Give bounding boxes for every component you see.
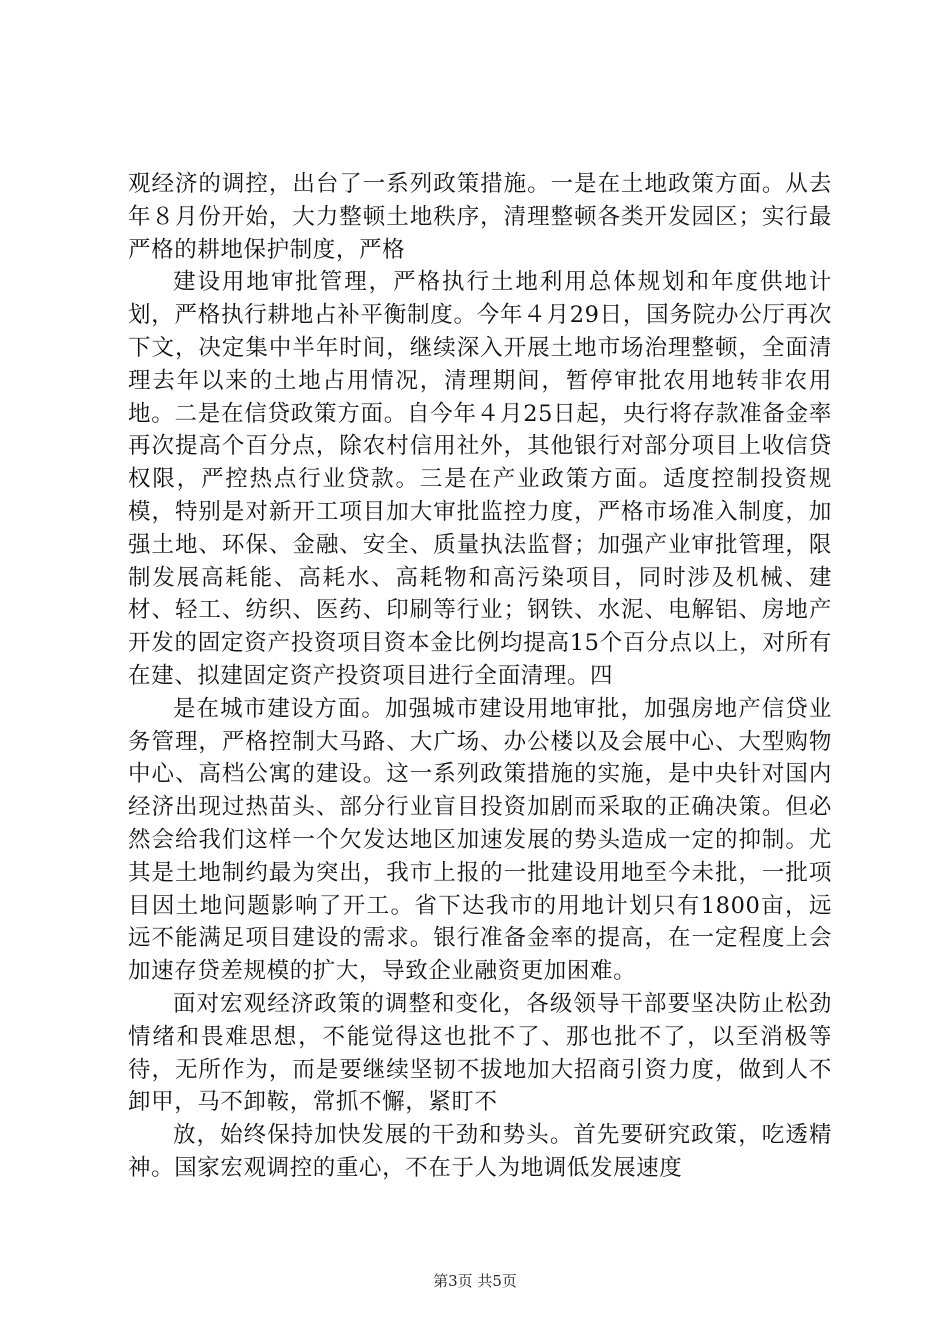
paragraph-3: 是在城市建设方面。加强城市建设用地审批，加强房地产信贷业务管理，严格控制大马路、大广场、办公楼以及会展中心、大型购物中心、高档公寓的建设。这一系列政策措施的实施，是中央针对国内经济出现过热苗头、部分行业盲目投资加剧而采取的正确决策。但必然会给我们这样一个欠发达地区加速发展的势头造成一定的抑制。尤其是土地制约最为突出，我市上报的一批建设用地至今未批，一批项目因土地问题影响了开工。省下达我市的用地计划只有1800亩，远远不能满足项目建设的需求。银行准备金率的提高，在一定程度上会加速存贷差规模的扩大，导致企业融资更加困难。 (128, 695, 832, 985)
paragraph-2: 建设用地审批管理，严格执行土地利用总体规划和年度供地计划，严格执行耕地占补平衡制度。今年４月29日，国务院办公厅再次下文，决定集中半年时间，继续深入开展土地市场治理整顿，全面清理去年以来的土地占用情况，清理期间，暂停审批农用地转非农用地。二是在信贷政策方面。自今年４月25日起，央行将存款准备金率再次提高个百分点，除农村信用社外，其他银行对部分项目上收信贷权限，严控热点行业贷款。三是在产业政策方面。适度控制投资规模，特别是对新开工项目加大审批监控力度，严格市场准入制度，加强土地、环保、金融、安全、质量执法监督；加强产业审批管理，限制发展高耗能、高耗水、高耗物和高污染项目，同时涉及机械、建材、轻工、纺织、医药、印刷等行业；钢铁、水泥、电解铝、房地产开发的固定资产投资项目资本金比例均提高15个百分点以上，对所有在建、拟建固定资产投资项目进行全面清理。四 (128, 269, 832, 689)
paragraph-4: 面对宏观经济政策的调整和变化，各级领导干部要坚决防止松劲情绪和畏难思想，不能觉得这也批不了、那也批不了，以至消极等待，无所作为，而是要继续坚韧不拔地加大招商引资力度，做到人不卸甲，马不卸鞍，常抓不懈，紧盯不 (128, 990, 832, 1116)
paragraph-1: 观经济的调控，出台了一系列政策措施。一是在土地政策方面。从去年８月份开始，大力整顿土地秩序，清理整顿各类开发园区；实行最严格的耕地保护制度，严格 (128, 171, 832, 263)
paragraph-5: 放，始终保持加快发展的干劲和势头。首先要研究政策，吃透精神。国家宏观调控的重心，不在于人为地调低发展速度 (128, 1122, 832, 1181)
page-number-footer: 第3页 共5页 (433, 1272, 517, 1290)
document-body (128, 168, 832, 1185)
